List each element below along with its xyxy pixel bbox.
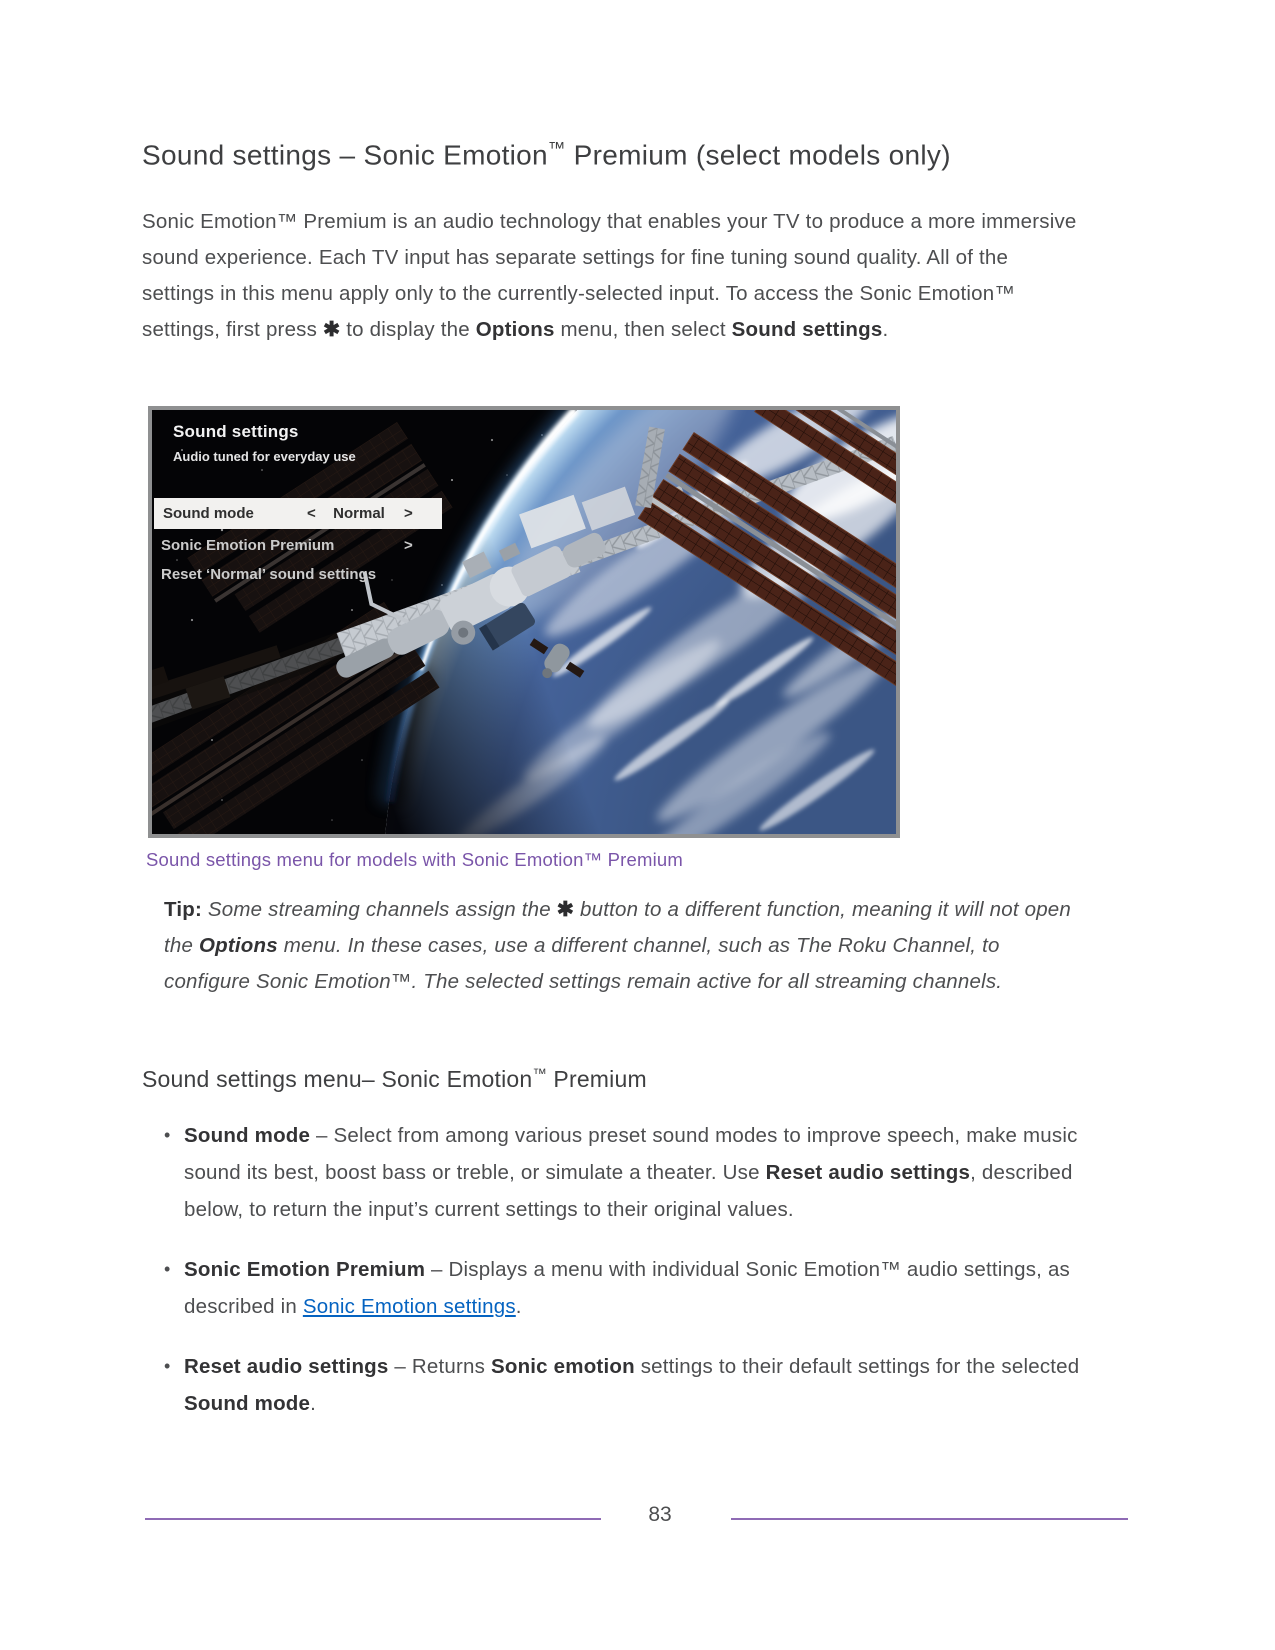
right-arrow-icon: > xyxy=(404,505,413,522)
tip-label: Tip: xyxy=(164,898,202,921)
sound-settings-bold: Sound settings xyxy=(731,318,883,341)
sonic-emotion-bold: Sonic emotion xyxy=(490,1355,635,1378)
bullet-icon: • xyxy=(164,1356,171,1376)
sonic-emotion-label: Sonic Emotion Premium xyxy=(161,537,335,554)
tv-menu-title: Sound settings xyxy=(173,422,299,441)
intro-paragraph xyxy=(142,204,1078,348)
reset-audio-term: Reset audio settings xyxy=(184,1355,389,1378)
reset-audio-desc3: . xyxy=(310,1392,317,1415)
section-subheading xyxy=(142,1066,647,1093)
reset-audio-desc: – Returns xyxy=(388,1355,491,1378)
intro-text2: to display the xyxy=(340,318,476,341)
reset-sound-label: Reset ‘Normal’ sound settings xyxy=(161,566,377,583)
intro-text3: menu, then select xyxy=(554,318,732,341)
chevron-right-icon: > xyxy=(404,537,413,554)
sound-mode-bold: Sound mode xyxy=(184,1392,311,1415)
tip-paragraph xyxy=(164,892,1076,1000)
sound-mode-desc2: , described below, to return the input’s current settings to their original values. xyxy=(184,1161,1073,1221)
tv-screenshot-figure xyxy=(148,406,900,838)
list-item-reset-audio xyxy=(142,1348,1082,1422)
bullet-icon: • xyxy=(164,1125,171,1145)
tv-menu-row-reset xyxy=(161,561,442,588)
page-title-text: Sound settings – Sonic Emotion xyxy=(142,139,548,171)
reset-audio-bold: Reset audio settings xyxy=(765,1161,971,1184)
trademark-symbol: ™ xyxy=(547,138,566,158)
sound-mode-value: Normal xyxy=(333,505,385,522)
tip-text: Some streaming channels assign the xyxy=(202,898,557,921)
figure-caption: Sound settings menu for models with Sonic Emotion™ Premium xyxy=(146,849,684,870)
footer-rule-left xyxy=(145,1518,601,1520)
intro-text: Sonic Emotion™ Premium is an audio technology that enables your TV to produce a more immersive sound experience. Each TV input has separate settings for fine tuning sound quality. All of the settings in this menu apply only to the currently-selected input. To access the Sonic Emotion™ settings, first press xyxy=(142,210,1077,341)
sonic-emotion-desc2: . xyxy=(515,1295,522,1318)
sonic-emotion-desc: – Displays a menu with individual Sonic Emotion™ audio settings, as described in xyxy=(184,1258,1070,1318)
list-item-sonic-emotion xyxy=(142,1251,1082,1325)
intro-text4: . xyxy=(882,318,889,341)
bullet-icon: • xyxy=(164,1259,171,1279)
subheading-text: Sound settings menu– Sonic Emotion xyxy=(142,1066,533,1092)
tv-menu-row-sound-mode xyxy=(154,498,442,529)
sound-mode-term: Sound mode xyxy=(184,1124,311,1147)
left-arrow-icon: < xyxy=(307,505,316,522)
sonic-emotion-settings-link[interactable]: Sonic Emotion settings xyxy=(302,1295,516,1318)
options-star-icon: ✱ xyxy=(322,318,341,341)
options-bold-italic: Options xyxy=(199,934,278,957)
list-item-sound-mode xyxy=(142,1117,1082,1228)
tip-text3: menu. In these cases, use a different channel, such as The Roku Channel, to configure Sonic Emotion™. The selected settings remain active for all streaming channels. xyxy=(164,934,1003,993)
options-star-icon: ✱ xyxy=(556,898,575,921)
sound-mode-desc: – Select from among various preset sound modes to improve speech, make music sound its best, boost bass or treble, or simulate a theater. Use xyxy=(184,1124,1078,1184)
page-title xyxy=(142,138,951,171)
sonic-emotion-term: Sonic Emotion Premium xyxy=(184,1258,426,1281)
reset-audio-desc2: settings to their default settings for the selected xyxy=(634,1355,1080,1378)
footer-rule-right xyxy=(731,1518,1128,1520)
iss-earth-scene xyxy=(152,410,896,834)
feature-list xyxy=(142,1117,1082,1445)
tip-text2: button to a different function, meaning it will not open the xyxy=(164,898,1072,957)
page-number: 83 xyxy=(648,1503,672,1526)
subheading-text2: Premium xyxy=(546,1066,647,1092)
tv-menu-row-sonic-emotion xyxy=(161,532,442,559)
tv-menu-subtitle: Audio tuned for everyday use xyxy=(173,449,356,464)
page-title-text2: Premium (select models only) xyxy=(565,139,951,171)
sound-mode-label: Sound mode xyxy=(163,505,254,522)
trademark-symbol: ™ xyxy=(532,1066,547,1083)
options-bold: Options xyxy=(475,318,555,341)
